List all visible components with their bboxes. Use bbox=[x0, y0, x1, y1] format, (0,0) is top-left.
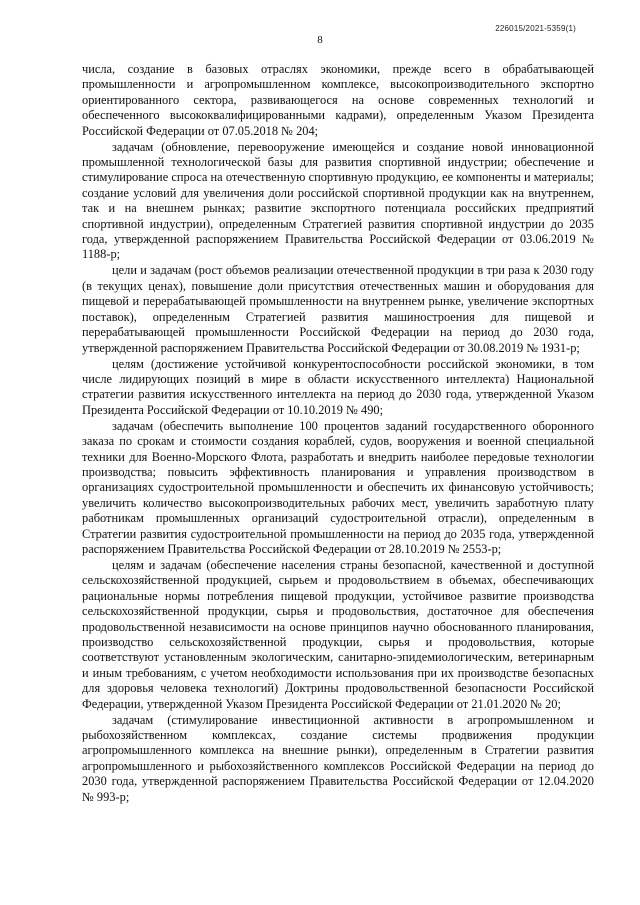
paragraph-food-machinery: цели и задачам (рост объемов реализации отечественной продукции в три раза к 2030 году (в текущих ценах), повышение доли присутствия отечественных машин и оборудования для пищевой и перерабатывающей промышленности на внутреннем рынке, увеличение экспортных поставок), определенным Стратегией развития машиностроения для пищевой и перерабатывающей промышленности Российской Федерации на период до 2030 года, утвержденной распоряжением Правительства Российской Федерации от 30.08.2019 № 1931-р; bbox=[82, 263, 594, 355]
paragraph-continuation: числа, создание в базовых отраслях экономики, прежде всего в обрабатывающей промышленности и агропромышленном комплексе, высокопроизводительного экспортно ориентированного сектора, развивающегося на основе современных технологий и обеспеченного высококвалифицированными кадрами), определенным Указом Президента Российской Федерации от 07.05.2018 № 204; bbox=[82, 62, 594, 138]
paragraph-agro-industrial: задачам (стимулирование инвестиционной активности в агропромышленном и рыбохозяйственном комплексах, создание системы продвижения продукции агропромышленного комплекса на внешние рынки), определенным в Стратегии развития агропромышленного и рыбохозяйственного комплексов Российской Федерации на период до 2030 года, утвержденной распоряжением Правительства Российской Федерации от 12.04.2020 № 993-р; bbox=[82, 712, 594, 804]
paragraph-artificial-intelligence: целям (достижение устойчивой конкурентоспособности российской экономики, в том числе лидирующих позиций в мире в области искусственного интеллекта) Национальной стратегии развития искусственного интеллекта на период до 2030 года, утвержденной Указом Президента Российской Федерации от 10.10.2019 № 490; bbox=[82, 356, 594, 417]
document-registration-number: 226015/2021-5359(1) bbox=[495, 24, 576, 33]
paragraph-sports-industry: задачам (обновление, перевооружение имеющейся и создание новой инновационной промышленной технологической базы для развития спортивной индустрии; обеспечение и стимулирование спроса на отечественную спортивную продукцию, ее компоненты и материалы; создание условий для увеличения доли российской спортивной продукции как на внутреннем, так и на внешнем рынках; развитие экспортного потенциала российских предприятий спортивной индустрии), определенным Стратегией развития спортивной индустрии до 2035 года, утвержденной распоряжением Правительства Российской Федерации от 03.06.2019 № 1188-р; bbox=[82, 139, 594, 262]
page-number: 8 bbox=[317, 34, 323, 46]
paragraph-shipbuilding: задачам (обеспечить выполнение 100 процентов заданий государственного оборонного заказа по срокам и стоимости создания кораблей, судов, вооружения и военной специальной техники для Военно-Морского Флота, разработать и внедрить наиболее передовые технологии производства; повысить эффективность планирования и управления производством в организациях судостроительной промышленности и обеспечить их финансовую устойчивость; увеличить количество высокопроизводительных рабочих мест, увеличить заработную плату работникам промышленных организаций судостроительной отрасли), определенным в Стратегии развития судостроительной промышленности на период до 2035 года, утвержденной распоряжением Правительства Российской Федерации от 28.10.2019 № 2553-р; bbox=[82, 418, 594, 556]
document-body bbox=[82, 62, 594, 806]
paragraph-food-security: целям и задачам (обеспечение населения страны безопасной, качественной и доступной сельскохозяйственной продукцией, сырьем и продовольствием в объемах, обеспечивающих рациональные нормы потребления пищевой продукции, устойчивое развитие производства сельскохозяйственной продукции, сырья и продовольствия, достаточное для обеспечения продовольственной независимости на основе принципов научно обоснованного планирования, производство сельскохозяйственной продукции, сырья и продовольствия, которые соответствуют установленным экологическим, санитарно-эпидемиологическим, ветеринарным и иным требованиям, с учетом необходимости использования при их производстве безопасных для здоровья человека технологий) Доктрины продовольственной безопасности Российской Федерации, утвержденной Указом Президента Российской Федерации от 21.01.2020 № 20; bbox=[82, 557, 594, 711]
